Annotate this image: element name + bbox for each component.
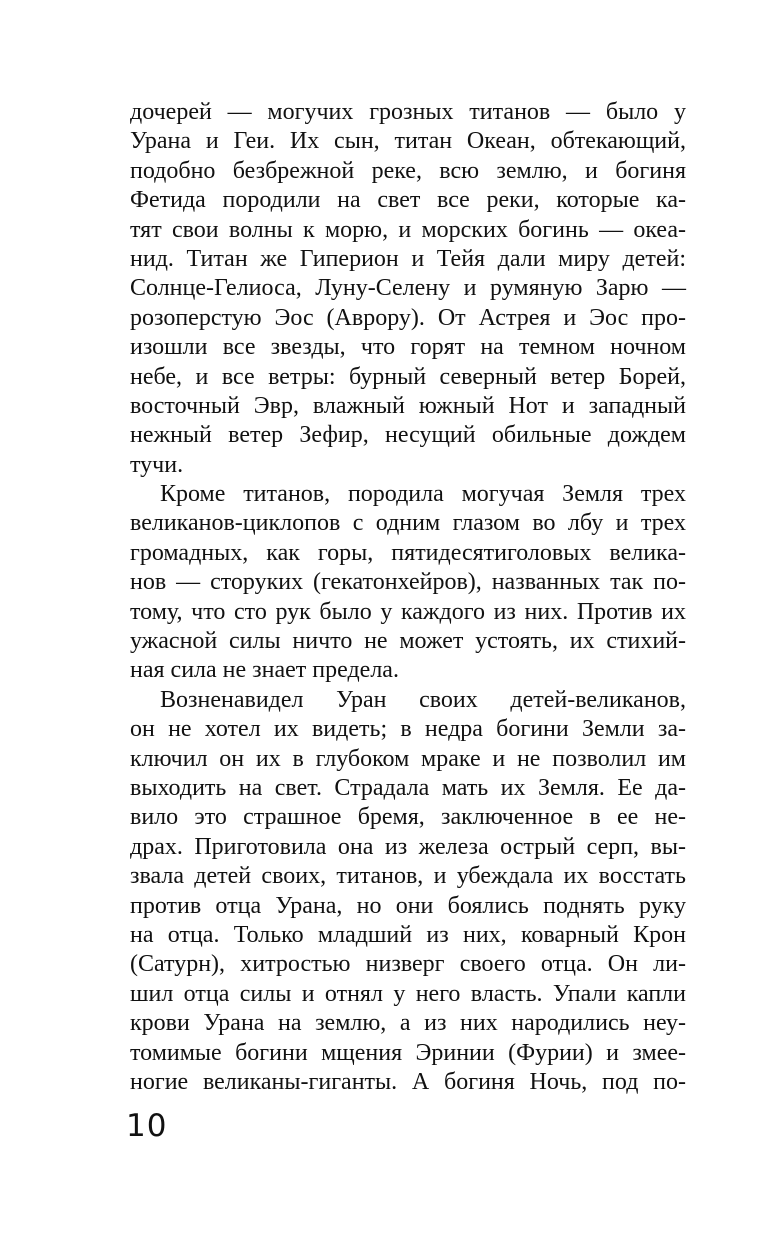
text-line: громадных, как горы, пятидесятиголовых велика-: [130, 539, 686, 566]
paragraph: [130, 686, 686, 1097]
text-line: на отца. Только младший из них, коварный Крон: [130, 921, 686, 948]
text-line: ногие великаны-гиганты. А богиня Ночь, под по-: [130, 1068, 686, 1095]
text-line: драх. Приготовила она из железа острый серп, вы-: [130, 833, 686, 860]
text-line: ная сила не знает предела.: [130, 657, 399, 684]
text-line: крови Урана на землю, а из них народились неу-: [130, 1010, 686, 1037]
text-line: нов — сторуких (гекатонхейров), названных так по-: [130, 569, 686, 596]
text-line: томимые богини мщения Эринии (Фурии) и змее-: [130, 1039, 686, 1066]
text-line: ужасной силы ничто не может устоять, их стихий-: [130, 628, 686, 655]
text-line: выходить на свет. Страдала мать их Земля. Ее да-: [130, 774, 686, 801]
text-line: Солнце-Гелиоса, Луну-Селену и румяную Зарю —: [130, 275, 686, 302]
text-line: великанов-циклопов с одним глазом во лбу и трех: [130, 510, 686, 537]
text-line: шил отца силы и отнял у него власть. Упали капли: [130, 980, 686, 1007]
paragraph: [130, 480, 686, 686]
text-line: небе, и все ветры: бурный северный ветер Борей,: [130, 363, 686, 390]
paragraph: [130, 98, 686, 480]
text-line: ключил он их в глубоком мраке и не позволил им: [130, 745, 686, 772]
text-line: тучи.: [130, 451, 184, 478]
text-line: нежный ветер Зефир, несущий обильные дождем: [130, 422, 686, 449]
text-line: Урана и Геи. Их сын, титан Океан, обтекающий,: [130, 128, 686, 155]
text-line: подобно безбрежной реке, всю землю, и богиня: [130, 157, 686, 184]
text-line: розоперстую Эос (Аврору). От Астрея и Эос про-: [130, 304, 686, 331]
text-line: Кроме титанов, породила могучая Земля трех: [160, 481, 686, 508]
body-text: [130, 98, 686, 1097]
text-line: тят свои волны к морю, и морских богинь — океа-: [130, 216, 686, 243]
text-line: изошли все звезды, что горят на темном ночном: [130, 334, 686, 361]
page-number: 10: [126, 1108, 168, 1144]
text-line: тому, что сто рук было у каждого из них. Против их: [130, 598, 686, 625]
text-line: вило это страшное бремя, заключенное в ее не-: [130, 804, 686, 831]
text-line: он не хотел их видеть; в недра богини Земли за-: [130, 716, 686, 743]
text-line: восточный Эвр, влажный южный Нот и западный: [130, 392, 686, 419]
text-line: звала детей своих, титанов, и убеждала их восстать: [130, 863, 686, 890]
text-line: Фетида породили на свет все реки, которые ка-: [130, 187, 686, 214]
text-line: (Сатурн), хитростью низверг своего отца. Он ли-: [130, 951, 686, 978]
text-line: против отца Урана, но они боялись поднять руку: [130, 892, 686, 919]
text-line: нид. Титан же Гиперион и Тейя дали миру детей:: [130, 245, 686, 272]
text-line: дочерей — могучих грозных титанов — было у: [130, 99, 686, 125]
text-line: Возненавидел Уран своих детей-великанов,: [160, 686, 686, 713]
